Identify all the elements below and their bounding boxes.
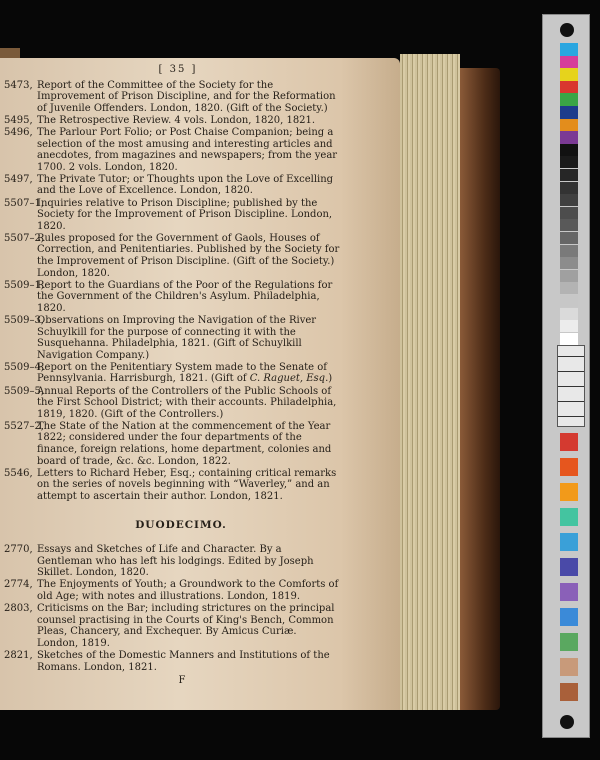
entry-text: Report of the Committee of the Society for the Improvement of Prison Discipline, and for the Reformation of Juvenile Offenders. London, 1820. (Gift of the Society.) [37, 79, 336, 114]
catalog-entry [4, 468, 340, 503]
catalog-entry [4, 362, 340, 385]
entry-text: The Enjoyments of Youth; a Groundwork to the Comforts of old Age; with notes and illustrations. London, 1819. [37, 579, 339, 602]
color-swatch [560, 219, 578, 231]
catalog-entry [4, 80, 340, 115]
target-hole-top [560, 23, 574, 37]
color-swatch [560, 245, 578, 257]
page-edges [400, 54, 460, 710]
book-cover [460, 68, 500, 710]
catalog-entry [4, 386, 340, 421]
color-swatch [560, 207, 578, 219]
color-swatch [560, 558, 578, 576]
color-swatch [560, 156, 578, 168]
catalog-entry [4, 315, 340, 361]
catalog-entry [4, 650, 340, 673]
color-swatch [560, 583, 578, 601]
entry-text: Essays and Sketches of Life and Character. By a Gentleman who has left his lodgings. Edited by Joseph Skillet. London, 1820. [37, 544, 314, 579]
color-swatch [560, 282, 578, 294]
color-swatch [560, 169, 578, 181]
target-ruler [557, 345, 585, 427]
section-heading: DUODECIMO. [135, 519, 227, 532]
catalog-entry [4, 421, 340, 467]
catalog-entry [4, 115, 340, 127]
entry-number: 2803, [4, 603, 33, 615]
entry-number: 5509–3, [4, 314, 44, 326]
entry-text: The State of the Nation at the commencement of the Year 1822; considered under the four departments of the finance, foreign relations, home department, colonies and board of trade, &c. &c. London, 1822. [37, 420, 332, 467]
entry-text: The Parlour Port Folio; or Post Chaise Companion; being a selection of the most amusing and interesting articles and anecdotes, from magazines and newspapers; from the year 1700. 2 vols. London, 1820. [37, 126, 338, 173]
color-swatch [560, 608, 578, 626]
catalog-entry [4, 198, 340, 233]
color-swatch [560, 333, 578, 345]
color-swatch [560, 658, 578, 676]
entry-number: 5507–2, [4, 232, 44, 244]
color-swatch [560, 508, 578, 526]
entry-number: 5509–1, [4, 279, 44, 291]
entry-list [4, 80, 340, 503]
color-target [542, 14, 590, 738]
catalog-entry [4, 233, 340, 279]
entry-text: Letters to Richard Heber, Esq.; containing critical remarks on the series of novels beginning with “Waverley,” and an attempt to ascertain their author. London, 1821. [37, 467, 337, 502]
catalog-entry [4, 280, 340, 315]
entry-number: 5497, [4, 173, 33, 185]
color-swatch [560, 433, 578, 451]
entry-number: 5509–5, [4, 385, 44, 397]
entry-text: Sketches of the Domestic Manners and Institutions of the Romans. London, 1821. [37, 649, 330, 673]
catalog-entry [4, 127, 340, 173]
entry-text: Inquiries relative to Prison Discipline; published by the Society for the Improvement of Prison Discipline. London, 1820. [37, 197, 333, 232]
page-number: [ 35 ] [158, 64, 198, 75]
entry-number: 5527–2, [4, 420, 44, 432]
color-swatch [560, 270, 578, 282]
entry-text: The Private Tutor; or Thoughts upon the Love of Excelling and the Love of Excellence. London, 1820. [37, 173, 334, 197]
entry-text: Rules proposed for the Government of Gaols, Houses of Correction, and Penitentiaries. Published by the Society for the Improvement of Prison Discipline. (Gift of the Society.) London, 1820. [37, 232, 340, 279]
color-swatch [560, 483, 578, 501]
catalog-entry [4, 544, 340, 579]
catalog-entry [4, 579, 340, 602]
color-swatch [560, 458, 578, 476]
page-text [4, 64, 340, 687]
color-swatch [560, 182, 578, 194]
color-swatch [560, 232, 578, 244]
color-swatch [560, 683, 578, 701]
entry-number: 5546, [4, 467, 33, 479]
color-swatch [560, 144, 578, 156]
color-swatch [560, 533, 578, 551]
entry-number: 5507–1, [4, 197, 44, 209]
color-swatch [560, 257, 578, 269]
catalog-entry [4, 603, 340, 649]
color-swatch [560, 295, 578, 307]
entry-list-duodecimo [4, 544, 340, 673]
color-swatch [560, 633, 578, 651]
entry-text: Report to the Guardians of the Poor of the Regulations for the Government of the Children's Asylum. Philadelphia, 1820. [37, 279, 333, 314]
signature-mark: F [178, 675, 186, 687]
entry-text: The Retrospective Review. 4 vols. London, 1820, 1821. [37, 114, 316, 126]
entry-text: Report on the Penitentiary System made to the Senate of Pennsylvania. Harrisburgh, 1821. (Gift of [37, 361, 327, 385]
entry-number: 5496, [4, 126, 33, 138]
entry-number: 2774, [4, 579, 33, 591]
color-swatch [560, 194, 578, 206]
entry-number: 5473, [4, 79, 33, 91]
entry-text: Annual Reports of the Controllers of the Public Schools of the First School District; with their accounts. Philadelphia, 1819, 1820. (Gift of the Controllers.) [37, 385, 337, 420]
entry-number: 2770, [4, 544, 33, 556]
entry-text: Criticisms on the Bar; including strictures on the principal counsel practising in the Courts of King's Bench, Common Pleas, Chancery, and Exchequer. By Amicus Curiæ. London, 1819. [37, 603, 335, 649]
entry-tail: ) [328, 373, 333, 385]
entry-text: Observations on Improving the Navigation of the River Schuylkill for the purpose of connecting it with the Susquehanna. Philadelphia, 1821. (Gift of Schuylkill Navigation Company.) [37, 314, 317, 361]
entry-number: 5509–4, [4, 361, 44, 373]
entry-number: 2821, [4, 649, 33, 661]
catalog-entry [4, 174, 340, 197]
entry-number: 5495, [4, 114, 33, 126]
entry-donor: C. Raguet, Esq. [249, 373, 329, 385]
target-hole-bottom [560, 715, 574, 729]
color-swatch [560, 308, 578, 320]
color-swatch [560, 320, 578, 332]
